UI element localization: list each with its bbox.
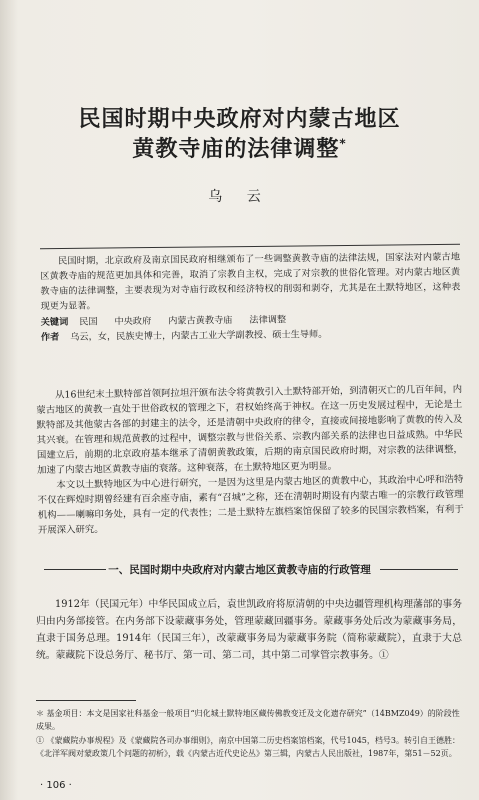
footnote-funding: ＊ 基金项目：本文是国家社科基金一般项目“归化城土默特地区藏传佛教变迁及文化遗存研究”（14BMZ049）的阶段性成果。	[36, 709, 460, 731]
title-footnote-mark: *	[339, 136, 347, 151]
section-body	[36, 596, 462, 664]
section-heading-rule-right	[380, 569, 458, 570]
keyword: 内蒙古黄教寺庙	[168, 314, 233, 327]
keyword: 法律调整	[249, 314, 287, 326]
footnote-1: ① 《蒙藏院办事规程》及《蒙藏院各司办事细则》，南京中国第二历史档案馆档案，代号1045，档号3。转引自王德胜：《北洋军阀对蒙政策几个问题的初析》，载《内蒙古近代史论丛》第三辑，内蒙古人民出版社，1987年，第51－52页。	[36, 736, 460, 758]
section-heading: 一、民国时期中央政府对内蒙古地区黄教寺庙的行政管理	[108, 564, 371, 576]
author-info-line	[41, 326, 461, 345]
page-number: · 106 ·	[40, 780, 72, 791]
article-title-line1	[0, 102, 479, 133]
abstract-text: 民国时期，北京政府及南京国民政府相继颁布了一些调整黄教寺庙的法律法规，国家法对内蒙古地区黄教寺庙的规范更加具体和完善，取消了宗教自主权，完成了对宗教的世俗化管理。对内蒙古地区黄教寺庙的法律调整，主要表现为对寺庙行政权和经济特权的削弱和剥夺，尤其是在土默特地区，这种表现更为显著。	[40, 251, 461, 312]
keywords-label: 关键词	[40, 316, 69, 328]
title-line2-text: 黄教寺庙的法律调整	[132, 137, 340, 162]
author-info-label: 作者	[40, 331, 60, 343]
article-title-line2	[0, 132, 479, 163]
intro-section	[36, 382, 464, 538]
author-name: 乌 云	[208, 189, 271, 205]
abstract-top-rule	[40, 244, 460, 249]
abstract-block	[40, 250, 461, 345]
keyword: 民国	[79, 316, 98, 328]
title-line1-text: 民国时期中央政府对内蒙古地区	[78, 107, 401, 132]
footnote-rule	[36, 700, 136, 701]
section-paragraph: 1912年（民国元年）中华民国成立后，袁世凯政府将原清朝的中央边疆管理机构理藩部的事务归由内务部接管。在内务部下设蒙藏事务处，管理蒙藏回疆事务。蒙藏事务处后改为蒙藏事务局，直隶于国务总理。1914年（民国三年），改蒙藏事务局为蒙藏事务院（简称蒙藏院），直隶于大总统。蒙藏院下设总务厅、秘书厅、第一司、第二司，其中第二司掌管宗教事务。①	[36, 599, 463, 661]
footnotes	[36, 708, 466, 762]
author-info-text: 乌云，女，民族史博士，内蒙古工业大学副教授、硕士生导师。	[70, 328, 328, 343]
intro-paragraph-1: 从16世纪末土默特部首领阿拉坦汗颁布法令将黄教引入土默特部开始，到清朝灭亡的几百年间，内蒙古地区的黄教一直处于世俗政权的管理之下，君权始终高于神权。在这一历史发展过程中，无论是土默特部及其他蒙古各部的封建主的法令，还是清朝中央政府的律令，直接或间接地影响了黄教的传入及其兴衰。在管理和规范黄教的过程中，调整宗教与世俗关系、宗教内部关系的法律也日益成熟。中华民国建立后，前期的北京政府基本继承了清朝黄教政策，后期的南京国民政府时期，对宗教的法律调整，加速了内蒙古地区黄教寺庙的衰落。这种衰落，在土默特地区更为明显。	[36, 384, 463, 476]
keyword: 中央政府	[114, 315, 152, 328]
intro-paragraph-2: 本文以土默特地区为中心进行研究，一是因为这里是内蒙古地区的黄教中心，其政治中心呼和浩特不仅在辉煌时期曾经建有百余座寺庙，素有“召城”之称，还在清朝时期设有内蒙古唯一的宗教行政管理机构——喇嘛印务处，具有一定的代表性；二是土默特左旗档案馆保留了较多的民国宗教档案，有利于开展深入研究。	[37, 474, 464, 536]
